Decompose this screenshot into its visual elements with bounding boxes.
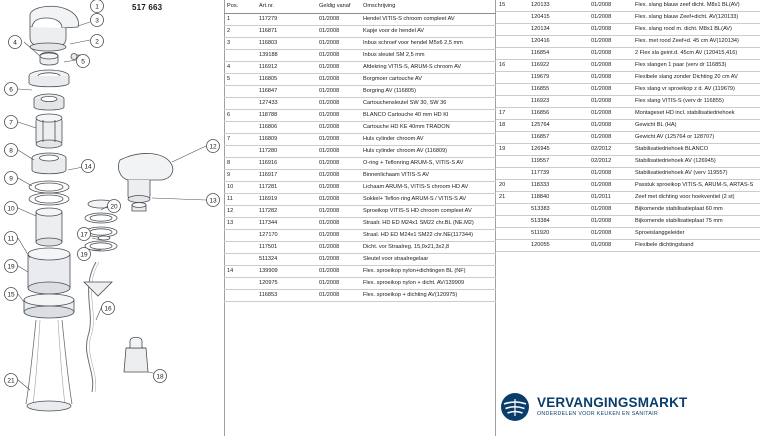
cell-artikelnummer: 120055 — [528, 239, 588, 251]
cell-artikelnummer: 116806 — [256, 121, 316, 133]
svg-text:17: 17 — [80, 231, 88, 239]
cell-geldig-vanaf: 01/2011 — [588, 191, 632, 203]
cell-omschrijving: Stabilisatiedriehoek AV (126945) — [632, 155, 760, 167]
cell-omschrijving: Lichaam ARUM-S, VITIS-S chroom HD AV — [360, 181, 496, 193]
cell-geldig-vanaf: 01/2008 — [588, 203, 632, 215]
table-row — [224, 253, 496, 265]
table-row — [224, 85, 496, 97]
cell-geldig-vanaf: 01/2008 — [588, 59, 632, 71]
cell-artikelnummer: 116854 — [528, 47, 588, 59]
table-row — [496, 47, 760, 59]
cell-geldig-vanaf: 01/2008 — [588, 107, 632, 119]
cell-artikelnummer: 116805 — [256, 73, 316, 85]
cell-omschrijving: Straalr. HD ED M24x1 SM22 chr.BL (NE.M2) — [360, 217, 496, 229]
cell-geldig-vanaf: 01/2008 — [588, 11, 632, 23]
cell-geldig-vanaf: 01/2008 — [316, 13, 360, 25]
cell-artikelnummer: 120415 — [528, 11, 588, 23]
cell-artikelnummer: 117501 — [256, 241, 316, 253]
svg-text:19: 19 — [7, 263, 15, 271]
table-row — [224, 73, 496, 85]
cell-omschrijving: Straal. HD ED M24x1 SM22 chr.NE(117344) — [360, 229, 496, 241]
cell-omschrijving: Flex. met rood Zeef+d. 45 cm AV(120134) — [632, 35, 760, 47]
cell-geldig-vanaf: 01/2008 — [316, 121, 360, 133]
table-row — [224, 121, 496, 133]
cell-geldig-vanaf: 01/2008 — [316, 169, 360, 181]
cell-pos — [224, 277, 256, 289]
cell-geldig-vanaf: 01/2008 — [316, 133, 360, 145]
cell-omschrijving: 2 Flex sla geint.d. 45cm AV (120415,416) — [632, 47, 760, 59]
cell-artikelnummer: 117281 — [256, 181, 316, 193]
cell-omschrijving: Flex slangen 1 paar (verv dr 116853) — [632, 59, 760, 71]
cell-pos: 8 — [224, 157, 256, 169]
cell-geldig-vanaf: 01/2008 — [588, 95, 632, 107]
header-omschrijving: Omschrijving — [360, 0, 496, 13]
table-row — [224, 217, 496, 229]
cell-omschrijving: Stabilisatiedriehoek BLANCO — [632, 143, 760, 155]
cell-geldig-vanaf: 01/2008 — [316, 205, 360, 217]
svg-text:7: 7 — [9, 119, 13, 127]
header-art: Art.nr. — [256, 0, 316, 13]
cell-pos — [496, 71, 528, 83]
header-geldig: Geldig vanaf — [316, 0, 360, 13]
cell-omschrijving: Flex. sproeikop nylon+dichtingen BL (NF) — [360, 265, 496, 277]
cell-pos: 16 — [496, 59, 528, 71]
table-row — [496, 35, 760, 47]
cell-pos — [496, 167, 528, 179]
cell-omschrijving: Flex. slang blauw zeef dicht. M8x1 BL(AV) — [632, 0, 760, 11]
cell-artikelnummer: 119679 — [528, 71, 588, 83]
table-row — [224, 37, 496, 49]
cell-geldig-vanaf: 01/2008 — [316, 241, 360, 253]
table-row — [496, 71, 760, 83]
cell-pos — [224, 253, 256, 265]
cell-geldig-vanaf: 01/2008 — [316, 73, 360, 85]
table-row — [496, 239, 760, 251]
cell-artikelnummer: 120133 — [528, 0, 588, 11]
cell-artikelnummer: 116912 — [256, 61, 316, 73]
table-row — [224, 25, 496, 37]
cell-geldig-vanaf: 01/2008 — [588, 35, 632, 47]
callout-group — [5, 0, 220, 387]
cell-pos — [224, 229, 256, 241]
cell-pos: 13 — [224, 217, 256, 229]
svg-text:18: 18 — [156, 373, 164, 381]
cell-artikelnummer: 116917 — [256, 169, 316, 181]
cell-geldig-vanaf: 02/2012 — [588, 155, 632, 167]
cell-geldig-vanaf: 01/2008 — [316, 253, 360, 265]
cell-omschrijving: Flex. sproeikop + dichting AV(120975) — [360, 289, 496, 301]
cell-artikelnummer: 127170 — [256, 229, 316, 241]
cell-artikelnummer: 116803 — [256, 37, 316, 49]
cell-omschrijving: Flex slang VITIS-S (verv dr 116855) — [632, 95, 760, 107]
svg-text:21: 21 — [7, 377, 15, 385]
cell-omschrijving: Bijkomende stabilisatieplaat 60 mm — [632, 203, 760, 215]
table-row — [496, 203, 760, 215]
cell-pos — [224, 97, 256, 109]
exploded-view-diagram — [0, 0, 225, 436]
cell-pos — [496, 155, 528, 167]
cell-omschrijving: Flex slang vr sproeikop z d. AV (119679) — [632, 83, 760, 95]
cell-geldig-vanaf: 01/2008 — [588, 0, 632, 11]
cell-geldig-vanaf: 01/2008 — [316, 37, 360, 49]
cell-omschrijving: BLANCO Cartouche 40 mm HD KI — [360, 109, 496, 121]
cell-artikelnummer: 116923 — [528, 95, 588, 107]
header-pos: Pos. — [224, 0, 256, 13]
table-row — [496, 155, 760, 167]
svg-text:20: 20 — [110, 203, 118, 211]
cell-artikelnummer: 116847 — [256, 85, 316, 97]
cell-pos: 11 — [224, 193, 256, 205]
table-row — [496, 227, 760, 239]
globe-icon — [500, 392, 530, 422]
cell-pos — [496, 47, 528, 59]
table-row — [224, 169, 496, 181]
cell-pos — [224, 49, 256, 61]
cell-geldig-vanaf: 01/2008 — [588, 71, 632, 83]
cell-artikelnummer: 120416 — [528, 35, 588, 47]
cell-artikelnummer: 116857 — [528, 131, 588, 143]
cell-pos — [496, 23, 528, 35]
cell-artikelnummer: 117282 — [256, 205, 316, 217]
table-body-right — [496, 0, 760, 251]
cell-artikelnummer: 511920 — [528, 227, 588, 239]
table-row — [224, 49, 496, 61]
cell-omschrijving: Montageset HD incl. stabilisatiedriehoek — [632, 107, 760, 119]
cell-geldig-vanaf: 01/2008 — [316, 181, 360, 193]
cell-omschrijving: Gewicht BL (HA) — [632, 119, 760, 131]
cell-geldig-vanaf: 01/2008 — [588, 47, 632, 59]
cell-artikelnummer: 119557 — [528, 155, 588, 167]
table-row — [496, 23, 760, 35]
cell-artikelnummer: 513384 — [528, 215, 588, 227]
cell-pos: 18 — [496, 119, 528, 131]
cell-artikelnummer: 116809 — [256, 133, 316, 145]
cell-pos — [496, 131, 528, 143]
cell-pos — [496, 227, 528, 239]
cell-pos — [224, 241, 256, 253]
cell-geldig-vanaf: 01/2008 — [588, 131, 632, 143]
cell-pos — [224, 121, 256, 133]
cell-omschrijving: Flexibele dichtingsband — [632, 239, 760, 251]
cell-geldig-vanaf: 01/2008 — [316, 97, 360, 109]
cell-artikelnummer: 120975 — [256, 277, 316, 289]
table-row — [496, 83, 760, 95]
brand-logo — [500, 384, 750, 430]
table-row — [224, 13, 496, 25]
table-row — [224, 205, 496, 217]
table-row — [224, 241, 496, 253]
table-row — [224, 61, 496, 73]
cell-artikelnummer: 117280 — [256, 145, 316, 157]
cell-omschrijving: Passtuk sproeikop VITIS-S, ARUM-S, ARTAS-S — [632, 179, 760, 191]
table-row — [224, 109, 496, 121]
svg-text:5: 5 — [81, 58, 85, 66]
brand-name: VERVANGINGSMARKT — [537, 395, 688, 411]
cell-pos: 15 — [496, 0, 528, 11]
cell-geldig-vanaf: 01/2008 — [316, 49, 360, 61]
cell-omschrijving: Inbus schroef voor hendel M5x6 2,5 mm — [360, 37, 496, 49]
cell-omschrijving: Binnenlichaam VITIS-S AV — [360, 169, 496, 181]
table-row — [224, 193, 496, 205]
cell-geldig-vanaf: 01/2008 — [588, 215, 632, 227]
cell-omschrijving: Borgmoer cartouche AV — [360, 73, 496, 85]
faucet-exploded-drawing — [0, 0, 224, 436]
cell-omschrijving: Flex. slang blauw Zeef+dicht. AV(120133) — [632, 11, 760, 23]
svg-text:14: 14 — [84, 163, 92, 171]
cell-artikelnummer: 513383 — [528, 203, 588, 215]
cell-omschrijving: O-ring + Teflonring ARUM-S, VITIS-S AV — [360, 157, 496, 169]
cell-artikelnummer: 120134 — [528, 23, 588, 35]
cell-geldig-vanaf: 01/2008 — [316, 217, 360, 229]
table-row — [224, 145, 496, 157]
cell-omschrijving: Borgring AV (116805) — [360, 85, 496, 97]
cell-pos — [224, 289, 256, 301]
part-number: 517 663 — [132, 3, 163, 12]
cell-pos — [224, 85, 256, 97]
cell-geldig-vanaf: 01/2008 — [316, 265, 360, 277]
cell-pos — [496, 239, 528, 251]
table-row — [224, 97, 496, 109]
cell-geldig-vanaf: 02/2012 — [588, 143, 632, 155]
svg-text:12: 12 — [209, 143, 217, 151]
table-row — [496, 215, 760, 227]
svg-text:10: 10 — [7, 205, 15, 213]
cell-pos: 7 — [224, 133, 256, 145]
cell-pos — [496, 95, 528, 107]
cell-pos: 4 — [224, 61, 256, 73]
table-row — [224, 265, 496, 277]
cell-pos: 9 — [224, 169, 256, 181]
cell-omschrijving: Stabilisatiedriehoek AV (verv 119557) — [632, 167, 760, 179]
svg-text:8: 8 — [9, 147, 13, 155]
cell-omschrijving: Inbus sleutel SM 2,5 mm — [360, 49, 496, 61]
brand-tagline: ONDERDELEN VOOR KEUKEN EN SANITAIR — [537, 411, 659, 418]
cell-pos: 21 — [496, 191, 528, 203]
cell-geldig-vanaf: 01/2008 — [316, 157, 360, 169]
cell-pos — [496, 215, 528, 227]
table-row — [496, 179, 760, 191]
cell-pos: 12 — [224, 205, 256, 217]
cell-artikelnummer: 126945 — [528, 143, 588, 155]
cell-omschrijving: Sokkel+ Teflon ring ARUM-S / VITIS-S AV — [360, 193, 496, 205]
cell-pos: 3 — [224, 37, 256, 49]
cell-artikelnummer: 127433 — [256, 97, 316, 109]
cell-omschrijving: Hendel VITIS-S chroom compleet AV — [360, 13, 496, 25]
cell-geldig-vanaf: 01/2008 — [316, 193, 360, 205]
svg-text:11: 11 — [7, 235, 15, 243]
cell-pos: 10 — [224, 181, 256, 193]
cell-pos — [224, 145, 256, 157]
table-row — [496, 95, 760, 107]
cell-geldig-vanaf: 01/2008 — [588, 167, 632, 179]
svg-text:6: 6 — [9, 86, 13, 94]
cell-pos — [496, 83, 528, 95]
cell-artikelnummer: 117344 — [256, 217, 316, 229]
cell-artikelnummer: 118840 — [528, 191, 588, 203]
svg-text:9: 9 — [9, 175, 13, 183]
cell-geldig-vanaf: 01/2008 — [588, 227, 632, 239]
cell-artikelnummer: 117279 — [256, 13, 316, 25]
table-row — [496, 131, 760, 143]
cell-omschrijving: Zeef met dichting voor hoekventiel (2 st) — [632, 191, 760, 203]
table-row — [496, 143, 760, 155]
cell-artikelnummer: 118333 — [528, 179, 588, 191]
parts-table-left — [224, 0, 496, 302]
cell-omschrijving: Gewicht AV (125764 or 128707) — [632, 131, 760, 143]
cell-pos — [496, 11, 528, 23]
svg-text:1: 1 — [95, 3, 99, 11]
cell-artikelnummer: 118788 — [256, 109, 316, 121]
cell-pos — [496, 203, 528, 215]
cell-geldig-vanaf: 01/2008 — [588, 23, 632, 35]
cell-geldig-vanaf: 01/2008 — [588, 239, 632, 251]
cell-pos: 14 — [224, 265, 256, 277]
cell-geldig-vanaf: 01/2008 — [316, 289, 360, 301]
table-row — [496, 107, 760, 119]
cell-pos — [496, 35, 528, 47]
cell-omschrijving: Flexibele slang zonder Dichting 20 cm AV — [632, 71, 760, 83]
table-body-left — [224, 13, 496, 301]
cell-omschrijving: Dicht. vor Straalreg. 15,0x21,3x2,8 — [360, 241, 496, 253]
cell-geldig-vanaf: 01/2008 — [316, 109, 360, 121]
cell-geldig-vanaf: 01/2008 — [316, 277, 360, 289]
cell-pos: 2 — [224, 25, 256, 37]
cell-artikelnummer: 116855 — [528, 83, 588, 95]
cell-omschrijving: Huls cylinder chroom AV (116809) — [360, 145, 496, 157]
cell-artikelnummer: 511324 — [256, 253, 316, 265]
cell-geldig-vanaf: 01/2008 — [316, 61, 360, 73]
cell-artikelnummer: 116856 — [528, 107, 588, 119]
table-row — [224, 133, 496, 145]
table-row — [496, 0, 760, 11]
cell-artikelnummer: 116919 — [256, 193, 316, 205]
table-header-row — [224, 0, 496, 13]
cell-pos: 5 — [224, 73, 256, 85]
svg-text:3: 3 — [95, 17, 99, 25]
cell-omschrijving: Cartouche HD KE 40mm TRADON — [360, 121, 496, 133]
cell-artikelnummer: 116916 — [256, 157, 316, 169]
svg-text:15: 15 — [7, 291, 15, 299]
table-row — [496, 11, 760, 23]
cell-geldig-vanaf: 01/2008 — [316, 145, 360, 157]
cell-geldig-vanaf: 01/2008 — [588, 83, 632, 95]
table-row — [224, 157, 496, 169]
cell-omschrijving: Bijkomende stabilisatieplaat 75 mm — [632, 215, 760, 227]
table-row — [224, 181, 496, 193]
cell-geldig-vanaf: 01/2008 — [316, 229, 360, 241]
cell-geldig-vanaf: 01/2008 — [588, 119, 632, 131]
cell-pos: 1 — [224, 13, 256, 25]
cell-omschrijving: Flex. sproeikop nylon + dicht. AV/139909 — [360, 277, 496, 289]
cell-pos: 17 — [496, 107, 528, 119]
table-row — [496, 167, 760, 179]
cell-omschrijving: Sleutel voor straalregelaar — [360, 253, 496, 265]
cell-geldig-vanaf: 01/2008 — [316, 85, 360, 97]
cell-omschrijving: Cartouchensleutel SW 30, SW 36 — [360, 97, 496, 109]
table-row — [496, 59, 760, 71]
svg-text:2: 2 — [95, 38, 99, 46]
table-row — [496, 119, 760, 131]
table-row — [496, 191, 760, 203]
cell-artikelnummer: 116871 — [256, 25, 316, 37]
cell-artikelnummer: 116922 — [528, 59, 588, 71]
cell-artikelnummer: 139188 — [256, 49, 316, 61]
cell-omschrijving: Kapje voor de hendel AV — [360, 25, 496, 37]
cell-pos: 19 — [496, 143, 528, 155]
svg-text:19: 19 — [80, 251, 88, 259]
cell-omschrijving: Sproeikop VITIS-S HD chroom compleet AV — [360, 205, 496, 217]
cell-artikelnummer: 139909 — [256, 265, 316, 277]
cell-omschrijving: Sproeislanggeleider — [632, 227, 760, 239]
table-row — [224, 277, 496, 289]
cell-pos: 6 — [224, 109, 256, 121]
cell-artikelnummer: 116853 — [256, 289, 316, 301]
parts-table-right — [496, 0, 760, 252]
cell-artikelnummer: 117739 — [528, 167, 588, 179]
svg-text:4: 4 — [13, 39, 17, 47]
svg-text:13: 13 — [209, 197, 217, 205]
svg-text:16: 16 — [104, 305, 112, 313]
cell-omschrijving: Huls cylinder chroom AV — [360, 133, 496, 145]
table-row — [224, 289, 496, 301]
cell-geldig-vanaf: 01/2008 — [316, 25, 360, 37]
cell-omschrijving: Flex. slang rood m. dicht. M8x1 BL(AV) — [632, 23, 760, 35]
table-row — [224, 229, 496, 241]
cell-pos: 20 — [496, 179, 528, 191]
cell-omschrijving: Afdekring VITIS-S, ARUM-S chroom AV — [360, 61, 496, 73]
cell-artikelnummer: 125764 — [528, 119, 588, 131]
cell-geldig-vanaf: 01/2008 — [588, 179, 632, 191]
